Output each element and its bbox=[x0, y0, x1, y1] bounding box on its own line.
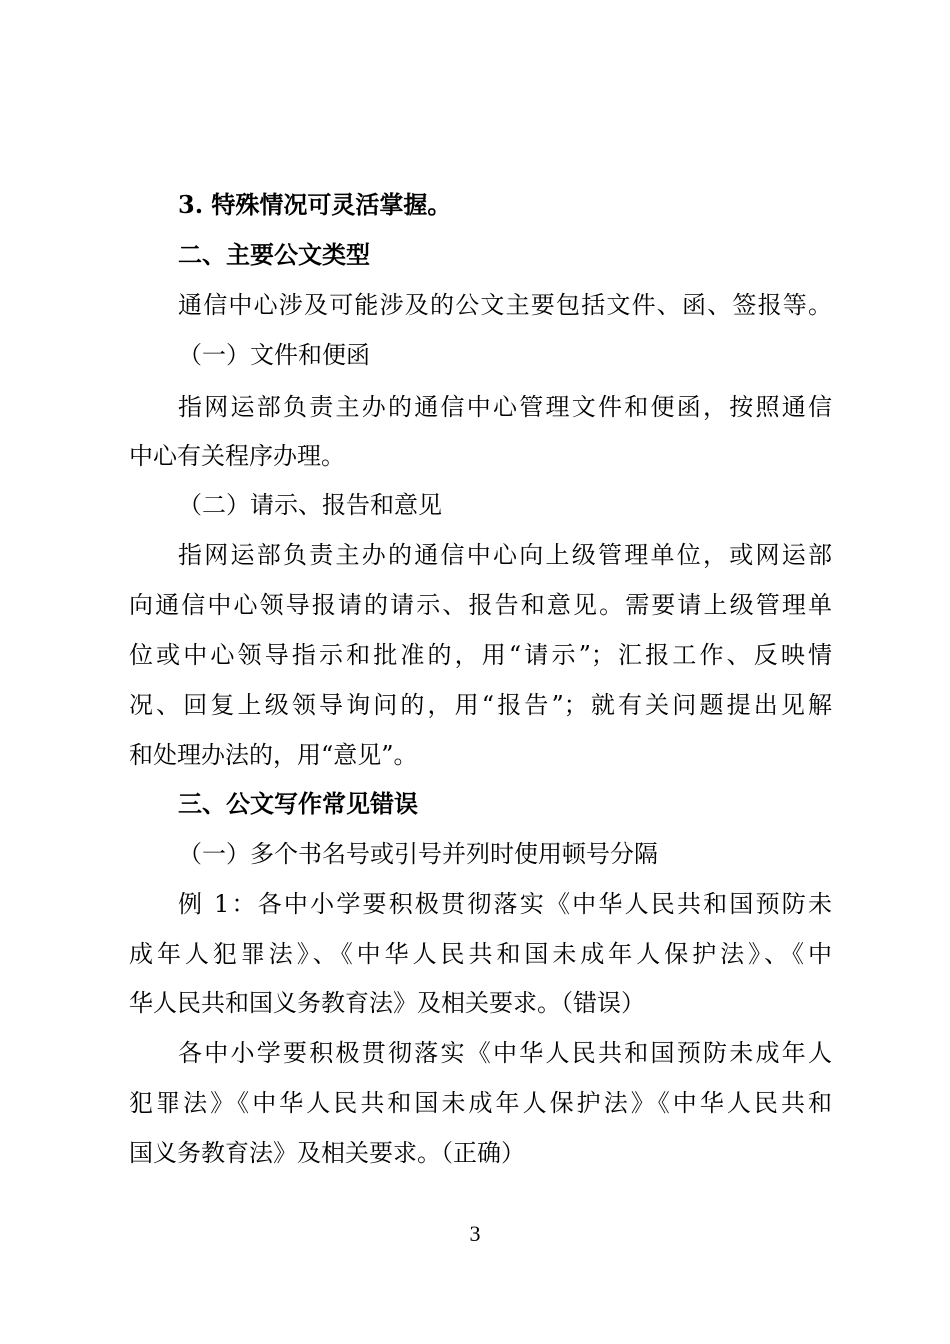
subsection-heading: （一）文件和便函 bbox=[178, 341, 370, 369]
example-line: 华人民共和国义务教育法》及相关要求。（错误） bbox=[129, 989, 645, 1017]
paragraph-line: 指网运部负责主办的通信中心向上级管理单位，或网运部 bbox=[178, 541, 832, 569]
list-item-3: 3. 特殊情况可灵活掌握。 bbox=[178, 190, 452, 219]
paragraph-line: 向通信中心领导报请的请示、报告和意见。需要请上级管理单 bbox=[129, 591, 832, 619]
paragraph-line: 通信中心涉及可能涉及的公文主要包括文件、函、签报等。 bbox=[178, 291, 832, 319]
paragraph-line: 况、回复上级领导询问的，用“报告”；就有关问题提出见解 bbox=[129, 691, 832, 719]
subsection-heading: （一）多个书名号或引号并列时使用顿号分隔 bbox=[178, 840, 658, 868]
example-line: 国义务教育法》及相关要求。（正确） bbox=[129, 1139, 525, 1167]
section-heading-2: 二、主要公文类型 bbox=[178, 240, 370, 269]
example-line: 例 1：各中小学要积极贯彻落实《中华人民共和国预防未 bbox=[178, 890, 832, 918]
example-line: 各中小学要积极贯彻落实《中华人民共和国预防未成年人 bbox=[178, 1039, 832, 1067]
example-line: 成年人犯罪法》、《中华人民共和国未成年人保护法》、《中 bbox=[129, 940, 832, 968]
paragraph-line: 中心有关程序办理。 bbox=[129, 442, 345, 470]
paragraph-line: 指网运部负责主办的通信中心管理文件和便函，按照通信 bbox=[178, 393, 832, 421]
page-number: 3 bbox=[469, 1221, 481, 1246]
section-heading-3: 三、公文写作常见错误 bbox=[178, 789, 418, 818]
paragraph-line: 位或中心领导指示和批准的，用“请示”；汇报工作、反映情 bbox=[129, 641, 832, 669]
paragraph-line: 和处理办法的，用“意见”。 bbox=[129, 741, 418, 769]
example-line: 犯罪法》《中华人民共和国未成年人保护法》《中华人民共和 bbox=[129, 1089, 832, 1117]
subsection-heading: （二）请示、报告和意见 bbox=[178, 491, 442, 519]
